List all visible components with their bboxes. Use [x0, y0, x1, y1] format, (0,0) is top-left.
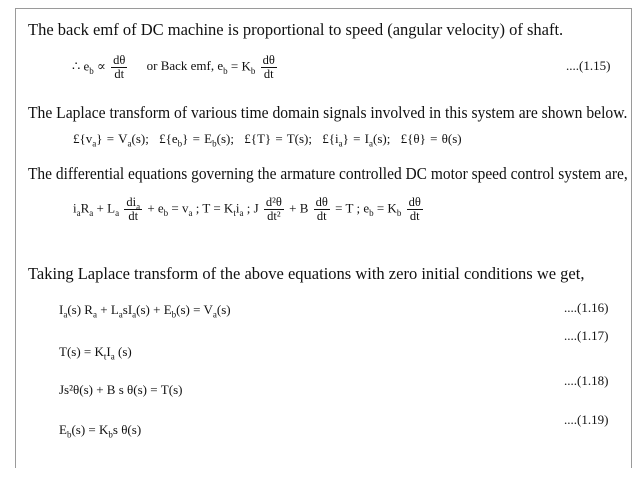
eq-part: I [106, 344, 111, 359]
text-differential-intro: The differential equations governing the armature controlled DC motor speed control system are, [28, 164, 628, 183]
equation-number: ....(1.19) [564, 412, 609, 427]
fraction-d2theta-dt2 [264, 196, 284, 223]
equation-back-emf-proportional [72, 54, 279, 81]
eq-part: or Back emf, e [146, 58, 224, 74]
eq-part: s θ(s) [112, 422, 142, 437]
eq-sub: b [396, 208, 402, 219]
eq-part: (s) [114, 344, 132, 359]
eq-part: E [59, 422, 67, 437]
fraction-numerator: dθ [315, 195, 328, 209]
border-right [631, 8, 632, 468]
fraction-numerator: dθ [408, 195, 421, 209]
eq-part: } = V [96, 131, 128, 146]
eq-part: } = E [182, 131, 213, 146]
eq-sub: a [115, 208, 120, 219]
eq-sub: a [136, 201, 141, 212]
eq-sub: b [163, 208, 169, 219]
eq-sub: a [63, 309, 68, 320]
eq-sub: b [250, 66, 256, 77]
eq-sub: a [188, 208, 193, 219]
eq-sub: a [89, 208, 94, 219]
fraction-numerator [124, 196, 142, 210]
eq-sub: a [92, 309, 97, 320]
eq-part: (s) [216, 302, 231, 317]
eq-part: T(s) = K [59, 344, 104, 359]
eq-part: £{e [159, 131, 178, 146]
eq-sub: a [76, 208, 81, 219]
fraction-numerator: d²θ [265, 195, 282, 209]
eq-part: i [73, 200, 77, 216]
fraction-dtheta-dt [111, 54, 127, 81]
eq-part: + e [147, 200, 164, 216]
eq-part: + B [289, 200, 309, 216]
fraction-dtheta-dt [261, 54, 277, 81]
text-back-emf-statement: The back emf of DC machine is proportional to speed (angular velocity) of shaft. [28, 20, 564, 39]
eq-part: ; J [246, 200, 259, 216]
eq-part: di [126, 195, 137, 209]
fraction-numerator: dθ [262, 53, 275, 67]
equation-1-18 [59, 382, 182, 398]
eq-sub: b [66, 429, 72, 440]
eq-sub: b [108, 429, 113, 440]
fraction-denominator: dt [114, 67, 125, 81]
equation-differential-set [73, 196, 425, 223]
eq-part: £{i [322, 131, 339, 146]
fraction-numerator: dθ [113, 53, 126, 67]
equation-number: ....(1.18) [564, 373, 609, 388]
equation-1-16 [59, 302, 231, 318]
fraction-denominator: dt² [267, 209, 281, 223]
eq-sub: b [212, 138, 217, 149]
equation-laplace-list [73, 131, 462, 147]
eq-sub: a [110, 351, 115, 362]
equation-1-17 [59, 344, 132, 360]
equation-number: ....(1.15) [566, 58, 611, 73]
fraction-denominator: dt [263, 67, 274, 81]
equation-number: ....(1.17) [564, 328, 609, 343]
eq-sub: a [338, 138, 343, 149]
eq-part: £{θ} = θ(s) [400, 131, 462, 146]
equation-1-19 [59, 422, 141, 438]
eq-part: (s); [216, 131, 234, 146]
eq-part: Js²θ(s) + B s θ(s) = T(s) [59, 382, 183, 397]
equation-number: ....(1.16) [564, 300, 609, 315]
eq-sub: b [171, 309, 177, 320]
eq-part: sI [122, 302, 133, 317]
eq-part: R [80, 200, 90, 216]
text-laplace-transform-intro: Taking Laplace transform of the above equations with zero initial conditions we get, [28, 264, 585, 283]
eq-sub: b [223, 66, 228, 77]
eq-part: + L [93, 200, 116, 216]
fraction-dtheta-dt [314, 196, 330, 223]
eq-sub: a [132, 309, 137, 320]
eq-part: + L [96, 302, 119, 317]
eq-part: (s) = K [71, 422, 109, 437]
eq-sub: a [127, 138, 132, 149]
eq-part: £{T} = T(s); [244, 131, 312, 146]
eq-part: = K [373, 200, 397, 216]
eq-sub: b [369, 208, 374, 219]
eq-sub: a [239, 208, 244, 219]
eq-part: (s); [131, 131, 149, 146]
eq-part: ∴ e [72, 58, 90, 74]
eq-part: = v [168, 200, 189, 216]
eq-part: = T ; e [335, 200, 370, 216]
eq-part: (s) = V [176, 302, 213, 317]
eq-sub: a [369, 138, 374, 149]
eq-part: (s); [373, 131, 391, 146]
fraction-denominator: dt [409, 209, 420, 223]
eq-sub: a [212, 309, 217, 320]
eq-part: ; T = K [195, 200, 234, 216]
eq-part: = K [227, 58, 251, 74]
eq-sub: t [103, 351, 107, 362]
fraction-denominator: dt [316, 209, 327, 223]
eq-part: £{v [73, 131, 93, 146]
fraction-dia-dt [124, 196, 142, 223]
eq-sub: a [118, 309, 123, 320]
eq-sub: t [233, 208, 236, 219]
eq-sub: b [177, 138, 183, 149]
border-top [15, 8, 631, 9]
eq-part: ∝ [93, 58, 106, 74]
eq-part: I [59, 302, 64, 317]
eq-sub: a [92, 138, 97, 149]
eq-part: (s) R [67, 302, 93, 317]
eq-part: i [235, 200, 240, 216]
fraction-denominator: dt [128, 209, 139, 223]
fraction-dtheta-dt [407, 196, 423, 223]
eq-part: } = I [342, 131, 370, 146]
border-left [15, 8, 16, 468]
eq-sub: b [89, 66, 94, 77]
eq-part: (s) + E [136, 302, 172, 317]
text-laplace-intro: The Laplace transform of various time domain signals involved in this system are shown below. [28, 103, 628, 122]
